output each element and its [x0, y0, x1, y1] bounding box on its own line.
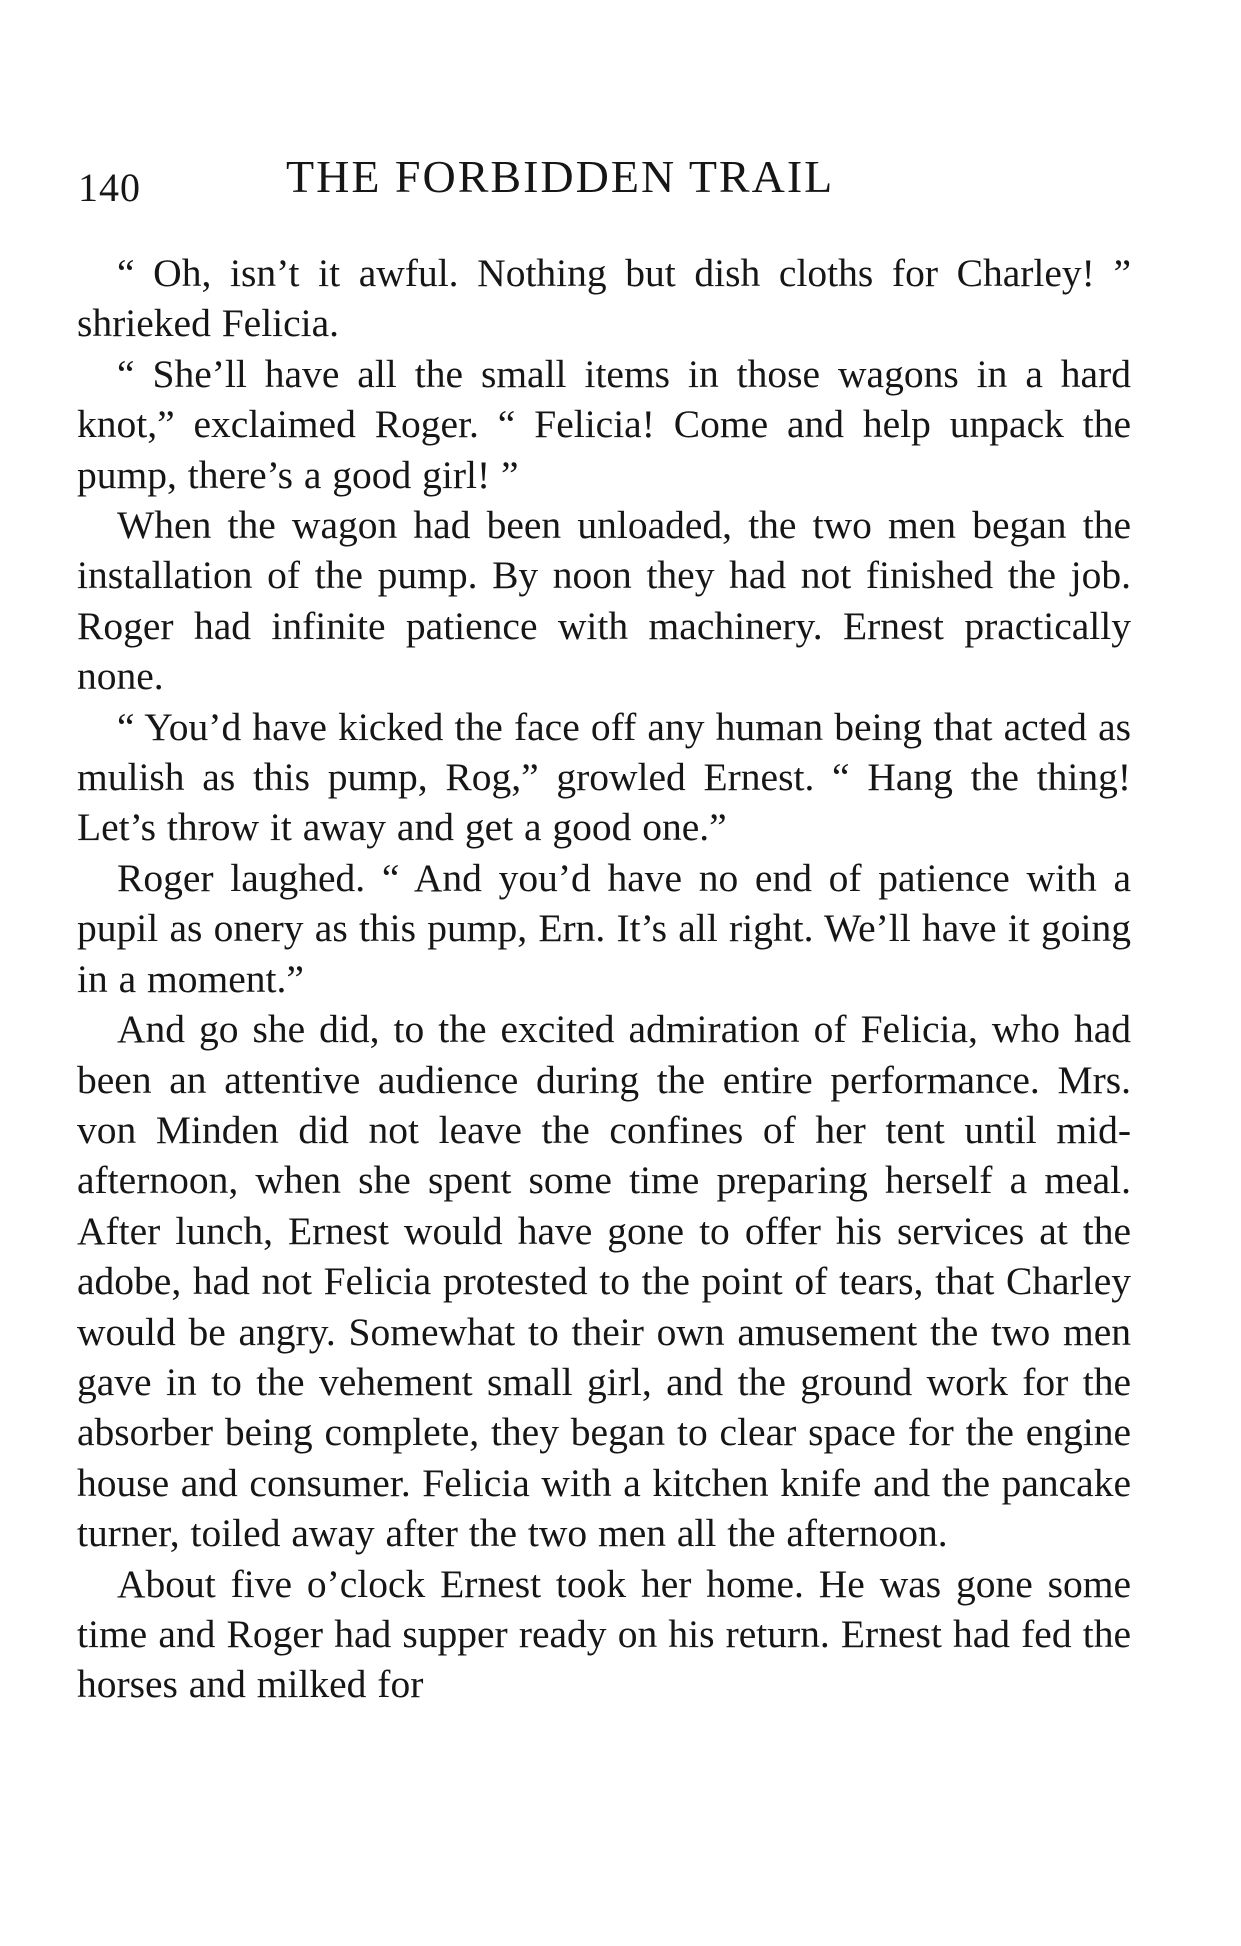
paragraph: “ Oh, isn’t it awful. Nothing but dish cloths for Charley! ” shrieked Felicia. [77, 251, 1131, 346]
running-head: THE FORBIDDEN TRAIL [286, 151, 835, 202]
paragraph: And go she did, to the excited admiration of Felicia, who had been an attentive audience during the entire performance. Mrs. von Minden did not leave the confines of her tent until mid-afternoon, when she spent some time preparing herself a meal. After lunch, Ernest would have gone to offer his services at the adobe, had not Felicia protested to the point of tears, that Charley would be angry. Somewhat to their own amusement the two men gave in to the vehement small girl, and the ground work for the absorber being complete, they began to clear space for the engine house and consumer. Felicia with a kitchen knife and the pancake turner, toiled away after the two men all the afternoon. [77, 1007, 1131, 1556]
paragraph: Roger laughed. “ And you’d have no end of patience with a pupil as onery as this pump, Ern. It’s all right. We’ll have it going in a moment.” [77, 855, 1131, 1001]
page-number: 140 [78, 165, 141, 210]
body-text [77, 248, 1131, 1710]
paragraph: “ She’ll have all the small items in those wagons in a hard knot,” exclaimed Roger. “ Felicia! Come and help unpack the pump, there’s a good girl! ” [77, 351, 1131, 497]
paragraph: When the wagon had been unloaded, the two men began the installation of the pump. By noon they had not finished the job. Roger had infinite patience with machinery. Ernest practically none. [77, 503, 1131, 699]
page-header [78, 150, 938, 210]
paragraph: About five o’clock Ernest took her home. He was gone some time and Roger had supper ready on his return. Ernest had fed the horses and milked for [77, 1561, 1131, 1707]
paragraph: “ You’d have kicked the face off any human being that acted as mulish as this pump, Rog,” growled Ernest. “ Hang the thing! Let’s throw it away and get a good one.” [77, 704, 1131, 850]
